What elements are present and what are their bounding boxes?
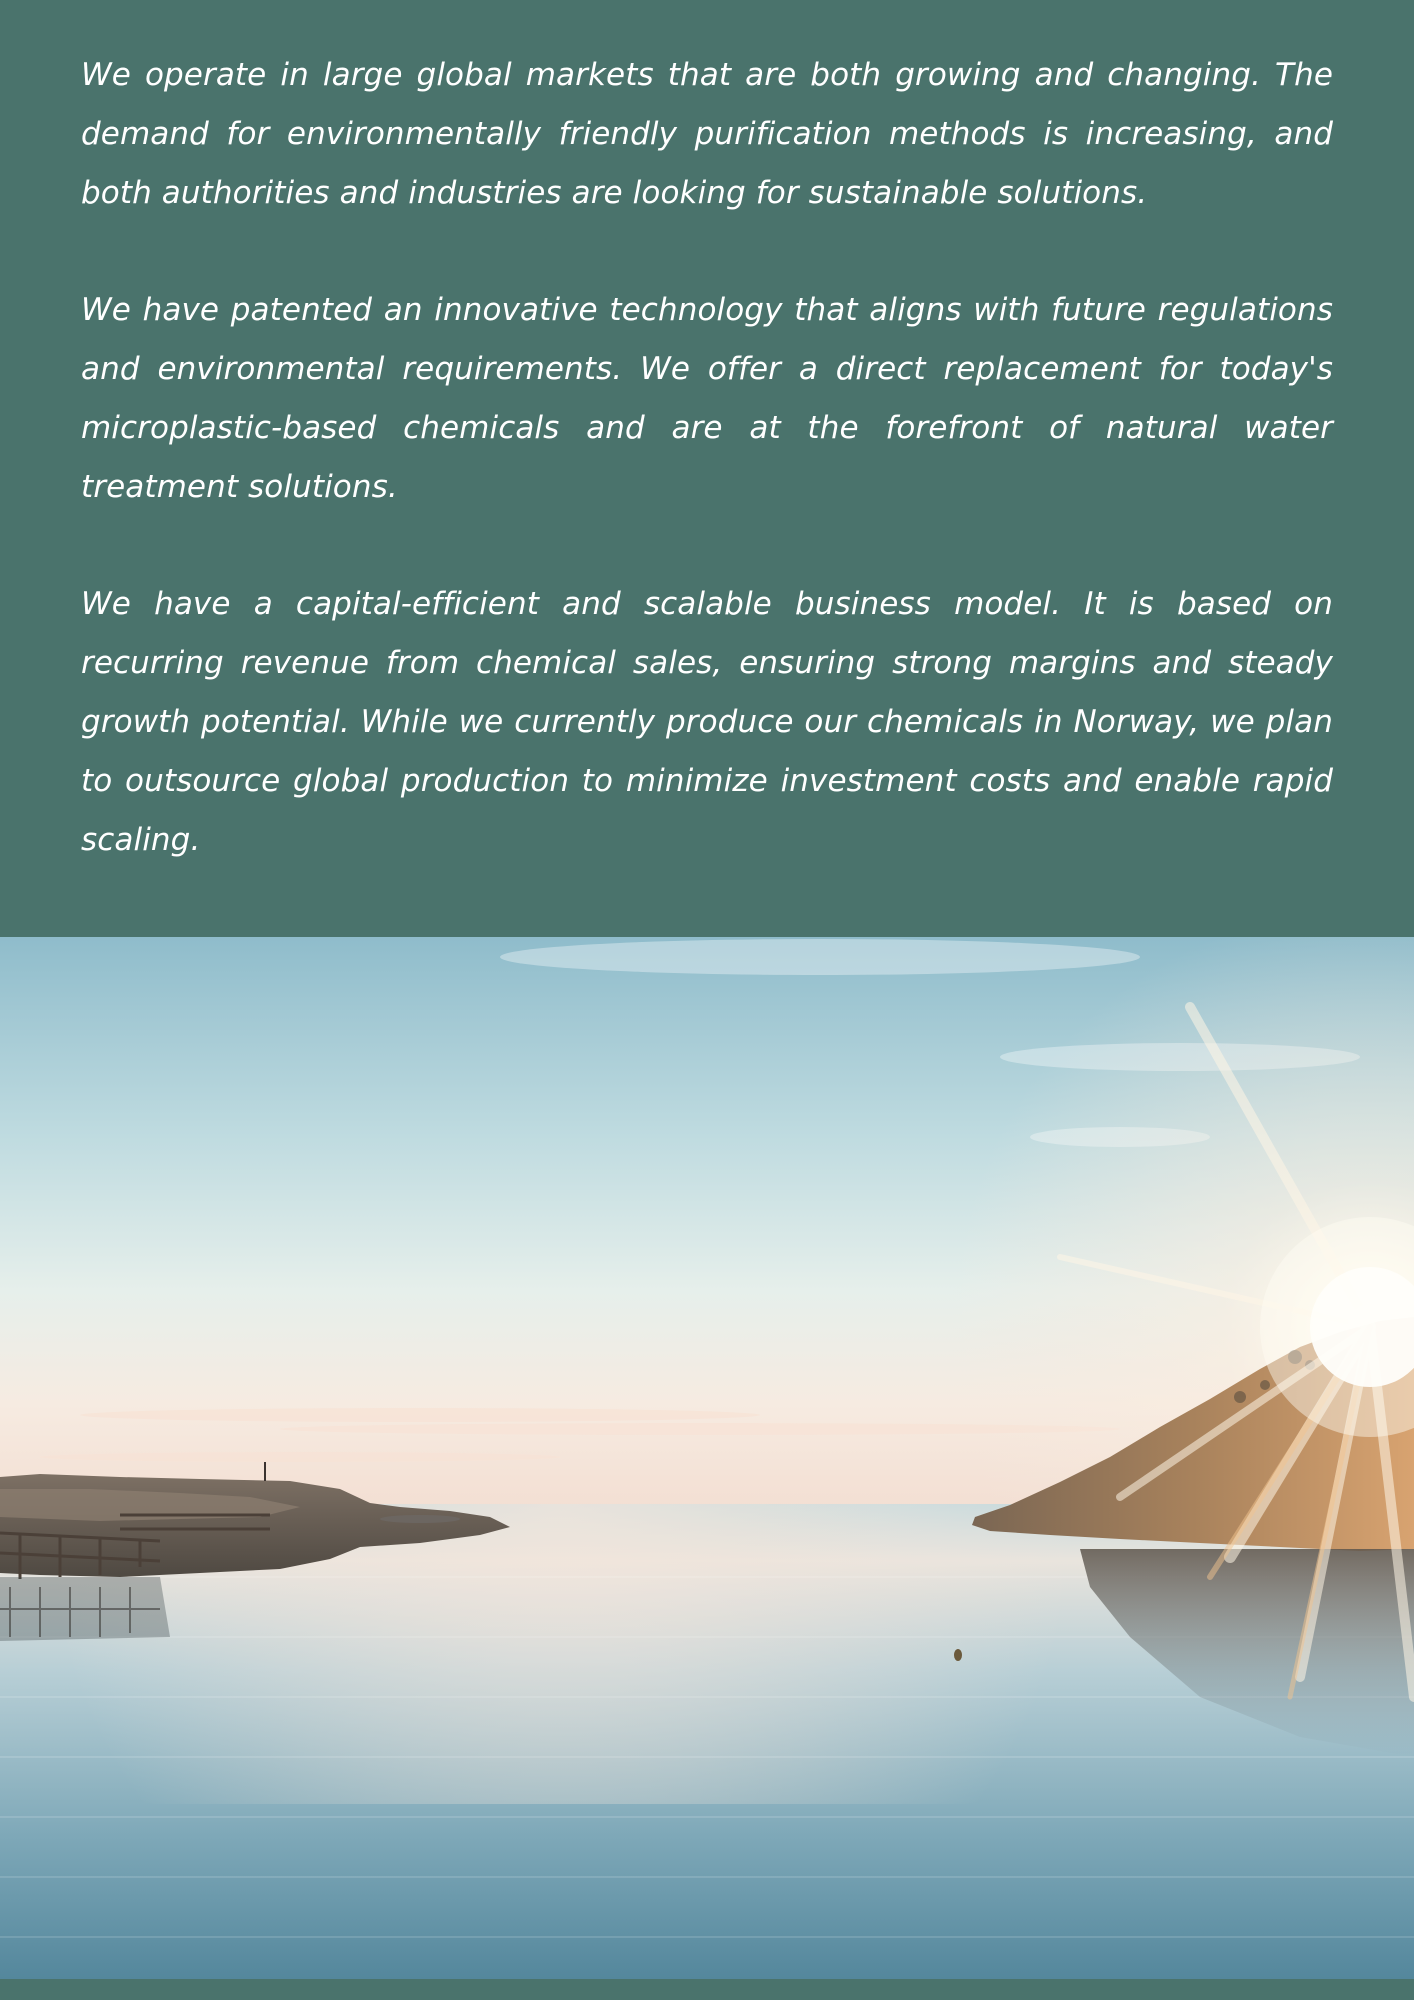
coastal-sunset-photo	[0, 937, 1414, 1979]
paragraph-business-model: We have a capital-efficient and scalable business model. It is based on recurring revenue from chemical sales, ensuring strong margins and steady growth potential. While we currently produce our chemicals in Norway, we plan to outsource global production to minimize investment costs and enable rapid scaling.	[81, 586, 1333, 858]
paragraph-markets: We operate in large global markets that are both growing and changing. The demand for environmentally friendly purification methods is increasing, and both authorities and industries are looking for sustainable solutions.	[81, 57, 1333, 211]
text-panel	[0, 0, 1414, 937]
footer-strip	[0, 1979, 1414, 2000]
body-text	[81, 46, 1333, 870]
paragraph-technology: We have patented an innovative technology that aligns with future regulations and environmental requirements. We offer a direct replacement for today's microplastic-based chemicals and are at the forefront of natural water treatment solutions.	[81, 292, 1333, 505]
